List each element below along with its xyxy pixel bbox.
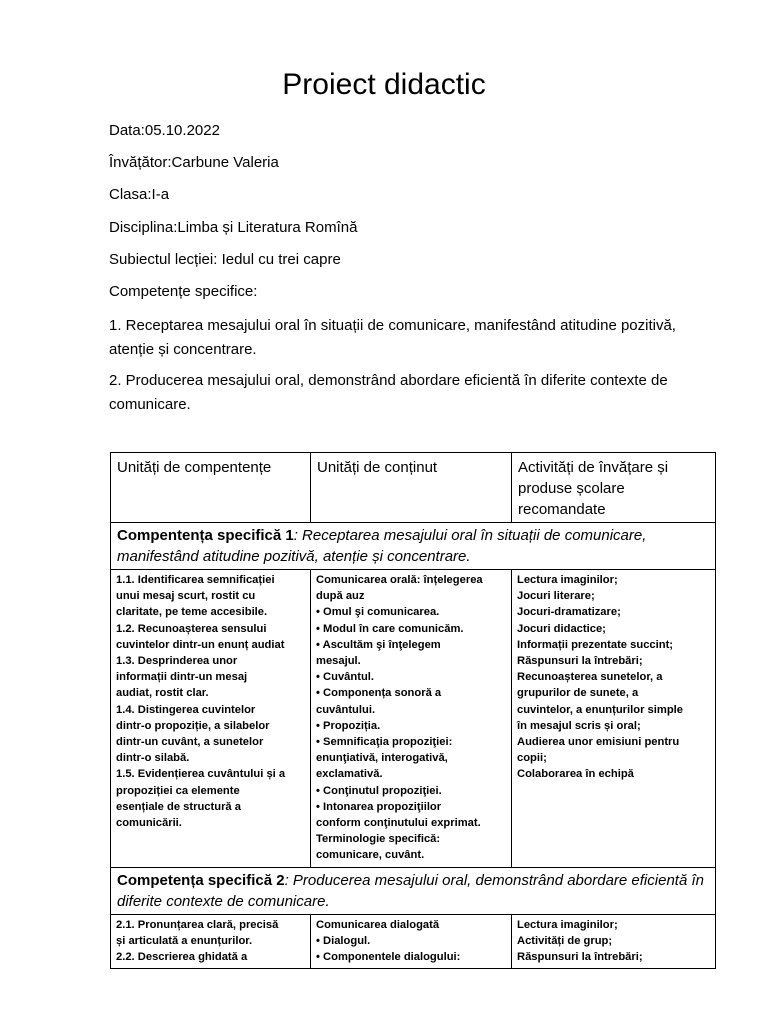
cell-line: Activități de grup; (517, 934, 613, 947)
cell-line: Recunoașterea sunetelor, a (517, 671, 663, 684)
cell-line: 1.4. Distingerea cuvintelor (116, 703, 256, 716)
competente-table (110, 452, 716, 969)
cell-line: în mesajul scris și oral; (517, 719, 641, 732)
cell-line: esențiale de structură a (116, 800, 241, 813)
cell-line: • Modul în care comunicăm. (316, 622, 464, 635)
cell-line: 1.2. Recunoașterea sensului (116, 622, 267, 635)
cell-line: Comunicarea dialogată (316, 918, 440, 931)
cell-line: grupurilor de sunete, a (517, 687, 639, 700)
cell-line: 1.3. Desprinderea unor (116, 655, 238, 668)
cell-line: • Conţinutul propoziţiei. (316, 784, 442, 797)
cell-line: dintr-o propoziție, a silabelor (116, 719, 270, 732)
cell-col3 (512, 570, 716, 868)
competenta-2-text: 2. Producerea mesajului oral, demonstrând abordare eficientă în diferite contexte de comunicare. (109, 372, 668, 413)
cell-col2 (311, 570, 512, 868)
cell-line: Răspunsuri la întrebări; (517, 655, 643, 668)
cell-line: Jocuri didactice; (517, 622, 606, 635)
section-text: : Receptarea mesajului oral în situații de comunicare, manifestând atitudine pozitivă, atenție și concentrare. (117, 527, 647, 565)
header-unitati-continut: Unități de conținut (311, 453, 512, 523)
cell-line: 2.2. Descrierea ghidată a (116, 951, 248, 964)
section-text: : Producerea mesajului oral, demonstrând abordare eficientă în diferite contexte de comunicare. (117, 871, 704, 910)
cell-line: Jocuri literare; (517, 590, 595, 603)
cell-line: • Componența sonoră a (316, 687, 442, 700)
section-header-2 (111, 867, 716, 914)
cell-line: • Ascultăm şi înţelegem (316, 638, 441, 651)
cell-col1 (111, 914, 311, 969)
cell-line: exclamativă. (316, 768, 383, 781)
section-label: Competența specifică 2 (117, 871, 285, 889)
cell-line: comunicare, cuvânt. (316, 849, 425, 862)
meta-class: Clasa:I-a (109, 186, 170, 203)
meta-subject: Subiectul lecției: Iedul cu trei capre (109, 251, 341, 268)
cell-line: • Intonarea propoziţiilor (316, 800, 442, 813)
cell-line: cuvântului. (316, 703, 376, 716)
competenta-1-text: 1. Receptarea mesajului oral în situații de comunicare, manifestând atitudine pozitivă, atenție și concentrare. (109, 317, 676, 358)
cell-line: • Propoziția. (316, 719, 381, 732)
meta-teacher: Învățător:Carbune Valeria (109, 154, 279, 171)
cell-line: și articulată a enunțurilor. (116, 934, 253, 947)
meta-date: Data:05.10.2022 (109, 122, 220, 139)
section-label: Compentența specifică 1 (117, 527, 294, 544)
cell-line: după auz (316, 590, 365, 603)
cell-line: audiat, rostit clar. (116, 687, 209, 700)
cell-line: Lectura imaginilor; (517, 574, 618, 586)
cell-line: Colaborarea în echipă (517, 768, 634, 781)
cell-line: Informații prezentate succint; (517, 638, 674, 651)
cell-line: Comunicarea orală: înțelegerea (316, 574, 483, 586)
meta-discipline: Disciplina:Limba și Literatura Romînă (109, 219, 358, 236)
competente-heading: Competențe specifice: (109, 283, 258, 300)
cell-line: • Dialogul. (316, 934, 371, 947)
cell-line: 1.5. Evidențierea cuvântului și a (116, 768, 286, 781)
cell-line: unui mesaj scurt, rostit cu (116, 590, 256, 603)
header-unitati-competente: Unități de compentențe (111, 453, 311, 523)
cell-line: dintr-o silabă. (116, 752, 190, 765)
table-row (111, 914, 716, 969)
cell-line: 1.1. Identificarea semnificației (116, 574, 275, 586)
cell-line: dintr-un cuvânt, a sunetelor (116, 736, 264, 749)
header-activitati: Activități de învățare și produse școlare recomandate (512, 453, 716, 523)
cell-line: copii; (517, 752, 547, 765)
cell-col2 (311, 914, 512, 969)
cell-col1 (111, 570, 311, 868)
cell-line: Terminologie specifică: (316, 833, 441, 846)
cell-line: enunţiativă, interogativă, (316, 752, 448, 765)
table-header-row (111, 453, 716, 523)
cell-line: conform conţinutului exprimat. (316, 817, 481, 830)
cell-line: Lectura imaginilor; (517, 918, 618, 931)
cell-line: Răspunsuri la întrebări; (517, 951, 643, 964)
cell-line: • Componentele dialogului: (316, 951, 461, 964)
section-header-1 (111, 523, 716, 570)
cell-line: claritate, pe teme accesibile. (116, 606, 268, 619)
cell-line: comunicării. (116, 817, 182, 830)
cell-line: Jocuri-dramatizare; (517, 606, 621, 619)
cell-col3 (512, 914, 716, 969)
cell-line: • Cuvântul. (316, 671, 374, 684)
cell-line: informații dintr-un mesaj (116, 671, 248, 684)
cell-line: mesajul. (316, 655, 361, 668)
cell-line: • Semnificaţia propoziţiei: (316, 736, 453, 749)
cell-line: Audierea unor emisiuni pentru (517, 736, 680, 749)
cell-line: cuvintelor dintr-un enunț audiat (116, 638, 285, 651)
cell-line: • Omul şi comunicarea. (316, 606, 440, 619)
cell-line: 2.1. Pronunțarea clară, precisă (116, 918, 279, 931)
table-row (111, 570, 716, 868)
page-title: Proiect didactic (282, 68, 486, 101)
cell-line: propoziției ca elemente (116, 784, 240, 797)
cell-line: cuvintelor, a enunțurilor simple (517, 703, 683, 716)
